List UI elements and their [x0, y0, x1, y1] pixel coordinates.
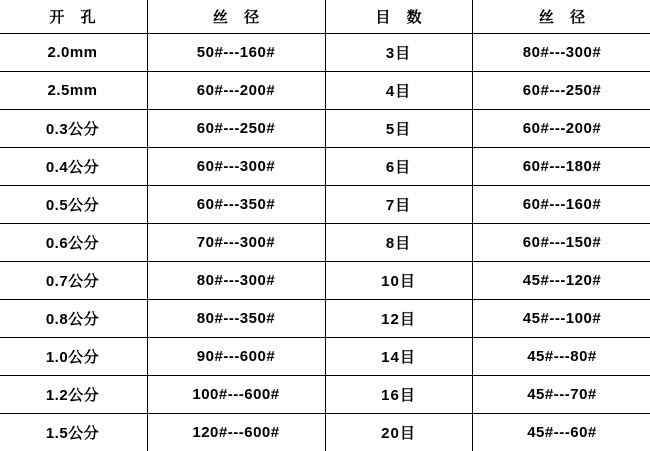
cell-mesh-count: 5目	[325, 110, 472, 148]
cell-wire-diameter-1: 60#---250#	[147, 110, 325, 148]
cell-wire-diameter-1: 70#---300#	[147, 224, 325, 262]
cell-wire-diameter-2: 60#---180#	[472, 148, 650, 186]
cell-wire-diameter-2: 45#---60#	[472, 414, 650, 451]
column-header-hole-size: 开 孔	[0, 0, 147, 34]
cell-hole-size: 0.4公分	[0, 148, 147, 186]
cell-hole-size: 0.3公分	[0, 110, 147, 148]
cell-hole-size: 1.0公分	[0, 338, 147, 376]
cell-wire-diameter-2: 60#---160#	[472, 186, 650, 224]
cell-wire-diameter-1: 60#---300#	[147, 148, 325, 186]
cell-hole-size: 0.7公分	[0, 262, 147, 300]
cell-hole-size: 0.6公分	[0, 224, 147, 262]
table-row	[0, 72, 650, 110]
table-row	[0, 110, 650, 148]
cell-wire-diameter-2: 60#---250#	[472, 72, 650, 110]
header-row	[0, 0, 650, 34]
column-header-wire-diameter-1: 丝 径	[147, 0, 325, 34]
cell-mesh-count: 12目	[325, 300, 472, 338]
cell-hole-size: 1.5公分	[0, 414, 147, 451]
cell-mesh-count: 4目	[325, 72, 472, 110]
cell-wire-diameter-2: 80#---300#	[472, 34, 650, 72]
cell-mesh-count: 8目	[325, 224, 472, 262]
cell-wire-diameter-1: 80#---350#	[147, 300, 325, 338]
column-header-wire-diameter-2: 丝 径	[472, 0, 650, 34]
table-row	[0, 34, 650, 72]
cell-mesh-count: 20目	[325, 414, 472, 451]
cell-wire-diameter-1: 60#---350#	[147, 186, 325, 224]
table-row	[0, 262, 650, 300]
cell-hole-size: 1.2公分	[0, 376, 147, 414]
cell-hole-size: 2.5mm	[0, 72, 147, 110]
table-row	[0, 414, 650, 451]
cell-wire-diameter-2: 45#---120#	[472, 262, 650, 300]
cell-mesh-count: 7目	[325, 186, 472, 224]
cell-wire-diameter-1: 90#---600#	[147, 338, 325, 376]
table-row	[0, 376, 650, 414]
cell-wire-diameter-1: 60#---200#	[147, 72, 325, 110]
cell-mesh-count: 16目	[325, 376, 472, 414]
table-row	[0, 148, 650, 186]
table-header	[0, 0, 650, 34]
table-body	[0, 34, 650, 451]
table-row	[0, 224, 650, 262]
cell-wire-diameter-2: 60#---150#	[472, 224, 650, 262]
column-header-mesh-count: 目 数	[325, 0, 472, 34]
cell-hole-size: 0.8公分	[0, 300, 147, 338]
table-row	[0, 338, 650, 376]
cell-hole-size: 0.5公分	[0, 186, 147, 224]
cell-mesh-count: 14目	[325, 338, 472, 376]
table-row	[0, 300, 650, 338]
cell-wire-diameter-1: 120#---600#	[147, 414, 325, 451]
cell-mesh-count: 3目	[325, 34, 472, 72]
cell-wire-diameter-2: 45#---100#	[472, 300, 650, 338]
cell-wire-diameter-2: 45#---80#	[472, 338, 650, 376]
cell-mesh-count: 10目	[325, 262, 472, 300]
cell-wire-diameter-2: 45#---70#	[472, 376, 650, 414]
cell-hole-size: 2.0mm	[0, 34, 147, 72]
cell-wire-diameter-1: 50#---160#	[147, 34, 325, 72]
table-row	[0, 186, 650, 224]
cell-wire-diameter-1: 80#---300#	[147, 262, 325, 300]
cell-wire-diameter-1: 100#---600#	[147, 376, 325, 414]
cell-mesh-count: 6目	[325, 148, 472, 186]
cell-wire-diameter-2: 60#---200#	[472, 110, 650, 148]
